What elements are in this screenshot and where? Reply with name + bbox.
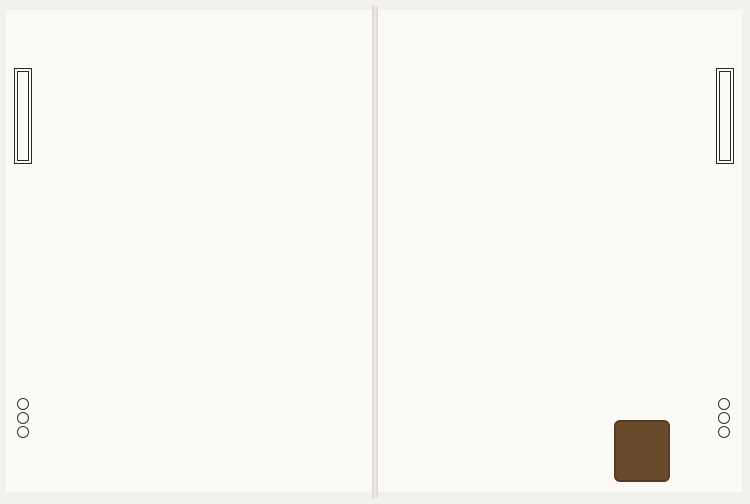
left-page-number-digit	[17, 426, 29, 438]
right-page-number-digit	[718, 426, 730, 438]
right-page-number-digit	[718, 398, 730, 410]
right-body-text	[396, 26, 712, 474]
right-page	[378, 10, 742, 492]
left-side-title	[14, 68, 32, 164]
right-page-number-digit	[718, 412, 730, 424]
library-seal	[614, 420, 670, 482]
left-page-number	[15, 398, 31, 438]
left-page-number-digit	[17, 398, 29, 410]
right-side-title	[716, 68, 734, 164]
right-page-number	[716, 398, 732, 438]
left-page-number-digit	[17, 412, 29, 424]
left-body-text	[46, 26, 346, 474]
site-watermark	[676, 452, 746, 492]
left-page	[6, 10, 372, 492]
